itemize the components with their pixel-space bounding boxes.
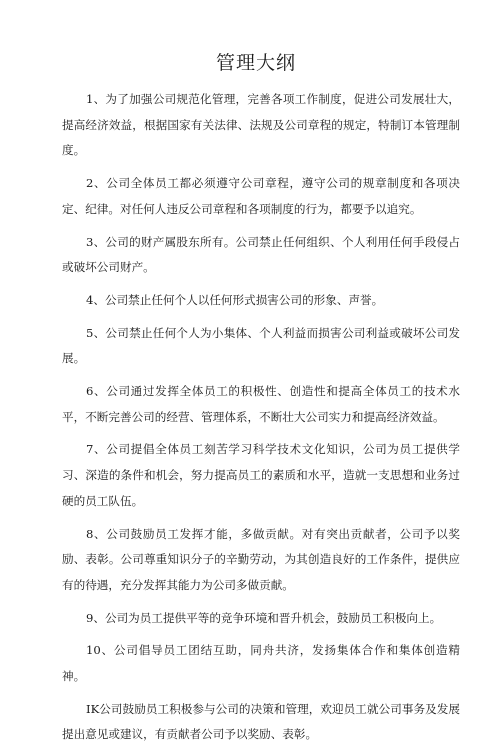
paragraph-10: 10、公司倡导员工团结互助，同舟共济，发扬集体合作和集体创造精神。 (62, 643, 460, 684)
paragraph-1: 1、为了加强公司规范化管理，完善各项工作制度，促进公司发展壮大，提高经济效益，根据国家有关法律、法规及公司章程的规定，特制订本管理制度。 (62, 92, 460, 158)
paragraph-11: IK公司鼓励员工积极参与公司的决策和管理，欢迎员工就公司事务及发展提出意见或建议，有贡献者公司予以奖励、表彰。 (62, 701, 460, 742)
paragraph-4: 4、公司禁止任何个人以任何形式损害公司的形象、声誉。 (86, 292, 384, 307)
paragraph-7: 7、公司提倡全体员工刻苦学习科学技术文化知识，公司为员工提供学习、深造的条件和机会，努力提高员工的素质和水平，造就一支思想和业务过硬的员工队伍。 (62, 442, 460, 508)
paragraph-5: 5、公司禁止任何个人为小集体、个人利益而损害公司利益或破坏公司发展。 (62, 325, 460, 366)
paragraph-9: 9、公司为员工提供平等的竞争环境和晋升机会，鼓励员工积极向上。 (86, 610, 442, 625)
paragraph-8: 8、公司鼓励员工发挥才能，多做贡献。对有突出贡献者，公司予以奖励、表彰。公司尊重知识分子的辛勤劳动，为其创造良好的工作条件，提供应有的待遇，充分发挥其能力为公司多做贡献。 (62, 526, 460, 592)
paragraph-6: 6、公司通过发挥全体员工的积极性、创造性和提高全体员工的技术水平，不断完善公司的经营、管理体系，不断壮大公司实力和提高经济效益。 (62, 384, 460, 424)
paragraph-3: 3、公司的财产属股东所有。公司禁止任何组织、个人利用任何手段侵占或破坏公司财产。 (62, 234, 460, 275)
page-title: 管理大纲 (215, 52, 296, 74)
paragraph-2: 2、公司全体员工都必须遵守公司章程，遵守公司的规章制度和各项决定、纪律。对任何人违反公司章程和各项制度的行为，都要予以追究。 (62, 176, 460, 216)
